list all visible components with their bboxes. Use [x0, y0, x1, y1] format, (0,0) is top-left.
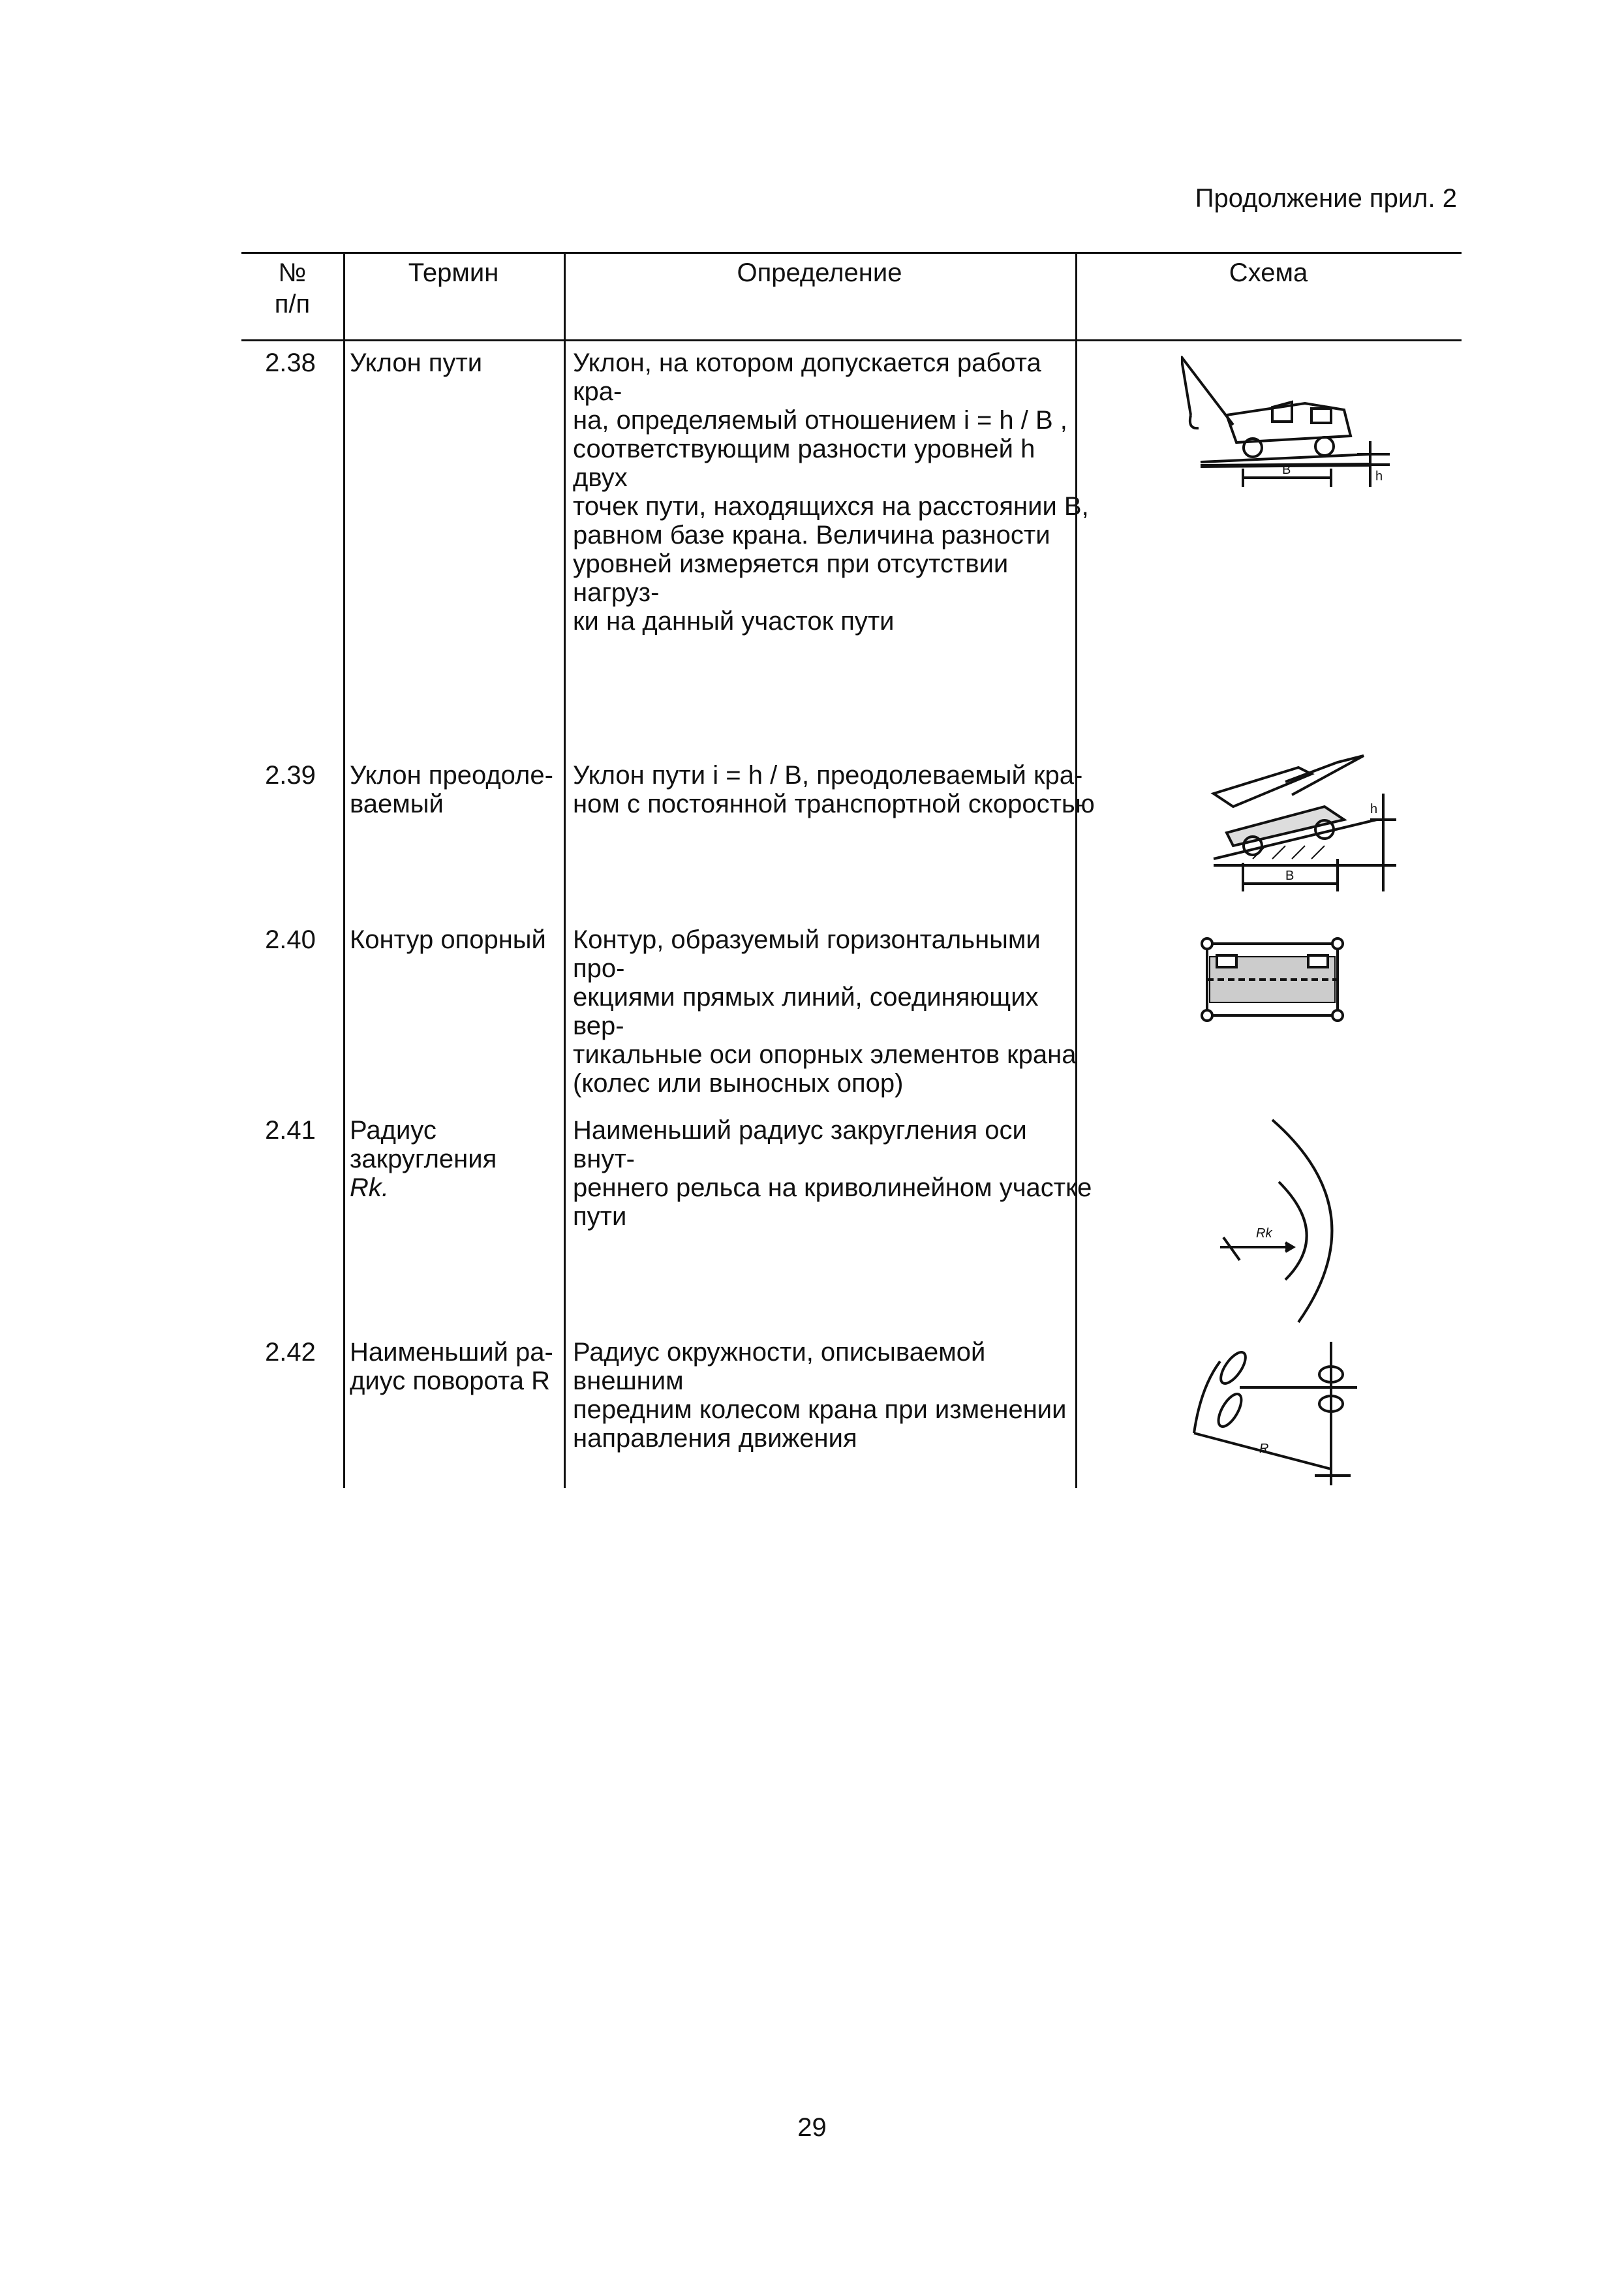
- row-term: Уклон пути: [350, 348, 483, 377]
- schema-track-slope: [1181, 350, 1396, 493]
- table-top-rule: [241, 252, 1462, 254]
- row-number: 2.38: [265, 348, 316, 377]
- column-divider: [564, 252, 566, 1488]
- table-header-rule: [241, 339, 1462, 341]
- column-header-number: № п/п: [274, 258, 311, 318]
- svg-text:Rk: Rk: [1256, 1226, 1272, 1241]
- schema-curve-radius: [1194, 1113, 1364, 1329]
- row-number: 2.41: [265, 1116, 316, 1145]
- schema-support-contour: [1194, 931, 1351, 1029]
- page-number: 29: [797, 2113, 827, 2142]
- svg-text:B: B: [1285, 869, 1295, 883]
- svg-text:h: h: [1375, 469, 1383, 484]
- svg-text:B: B: [1282, 463, 1291, 477]
- continuation-label: Продолжение прил. 2: [1195, 184, 1457, 213]
- column-header-schema: Схема: [1229, 258, 1308, 287]
- schema-slope-overcome: [1181, 735, 1396, 891]
- row-term: Наименьший ра- диус поворота R: [350, 1338, 553, 1395]
- row-term: Радиус закругления Rk.: [350, 1116, 497, 1202]
- svg-text:R: R: [1259, 1442, 1269, 1456]
- row-definition: Уклон, на котором допускается работа кра- на, определяемый отношением i = h / B , соответствующим разности уровней h двух точек пути, находящихся на расстоянии B, равном базе крана. Величина разности уровней измеряется при отсутствии нагруз- ки на данный участок пути: [573, 348, 1089, 636]
- column-header-definition: Определение: [737, 258, 902, 287]
- row-number: 2.40: [265, 925, 316, 954]
- terms-table: [241, 252, 1462, 1488]
- row-definition: Контур, образуемый горизонтальными про- екциями прямых линий, соединяющих вер- тикальные оси опорных элементов крана (колес или выносных опор): [573, 925, 1077, 1098]
- row-number: 2.42: [265, 1338, 316, 1367]
- schema-turning-radius: [1181, 1322, 1364, 1485]
- svg-text:h: h: [1370, 802, 1378, 816]
- row-definition: Уклон пути i = h / B, преодолеваемый кра- ном с постоянной транспортной скоростью: [573, 761, 1095, 818]
- row-definition: Радиус окружности, описываемой внешним передним колесом крана при изменении направления движения: [573, 1338, 1067, 1453]
- column-divider: [343, 252, 345, 1488]
- row-number: 2.39: [265, 761, 316, 790]
- row-term: Уклон преодоле- ваемый: [350, 761, 553, 818]
- row-definition: Наименьший радиус закругления оси внут- реннего рельса на криволинейном участке пути: [573, 1116, 1092, 1231]
- row-term: Контур опорный: [350, 925, 546, 954]
- column-header-term: Термин: [408, 258, 499, 287]
